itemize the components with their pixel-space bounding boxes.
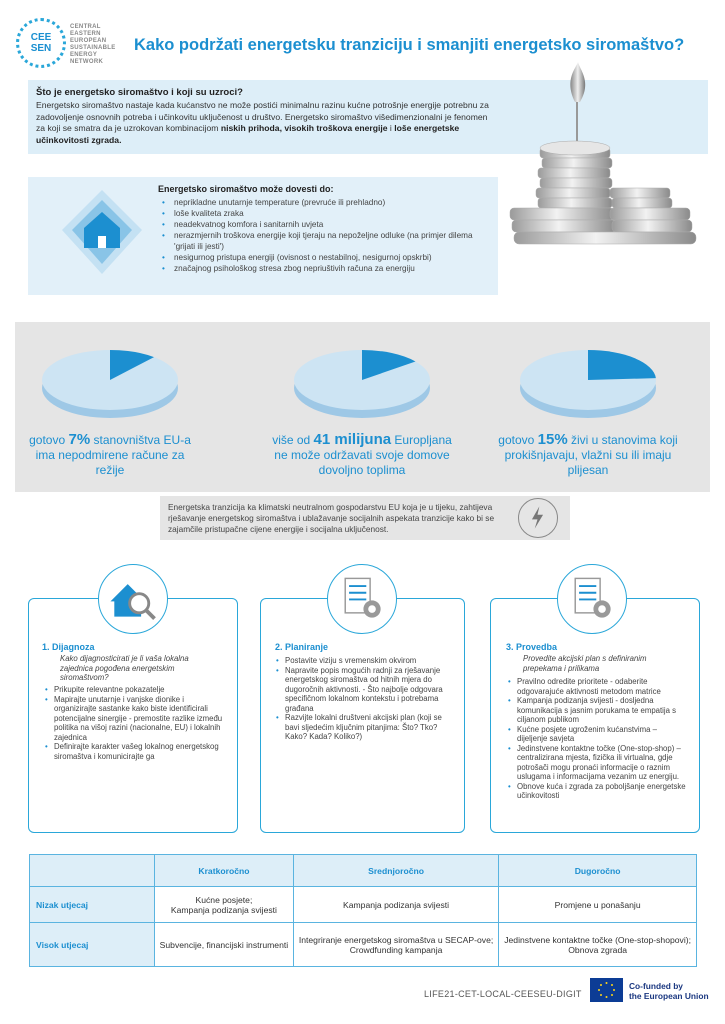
row-header: Nizak utjecaj [30, 887, 155, 923]
stat-post: živi u stanovima koji prokišnjavaju, vlažni su ili imaju plijesan [504, 433, 678, 477]
stat-2 [272, 432, 452, 478]
stat-pre: gotovo [498, 433, 538, 447]
checklist-gear-icon [557, 564, 627, 634]
step-list [275, 656, 455, 742]
list-item: • Obnove kuća i zgrada za poboljšanje energetske učinkovitosti [507, 782, 687, 801]
list-item: • Jedinstvene kontaktne točke (One-stop-shop) – centralizirana mjesta, fizička ili virtualna, gdje potrošači mogu pronaći informacije o raznim uslugama i informacijama vezanim uz energiju. [507, 744, 687, 782]
eu-flag-icon [590, 978, 623, 1002]
table-cell: Promjene u ponašanju [499, 887, 697, 923]
list-item: • Napravite popis mogućih radnji za rješavanje energetskog siromaštva od hitnih mjera do dugoročnih aktivnosti. - Što najbolje odgovara specifičnom lokalnom kontekstu i potrebama građana [275, 666, 455, 714]
intro-question: Što je energetsko siromaštvo i koji su uzroci? [36, 87, 243, 98]
impact-matrix-table [29, 854, 697, 967]
org-name: CENTRAL EASTERN EUROPEAN SUSTAINABLE ENERGY NETWORK [70, 24, 116, 65]
house-icon [62, 190, 142, 274]
list-item: • nerazmjernih troškova energije koji tjeraju na nepoželjne odluke (na primjer dilema 'grijati ili jesti') [162, 230, 492, 252]
step-subtitle: Provedite akcijski plan s definiranim prepekama i prilikama [523, 654, 647, 673]
table-corner [30, 855, 155, 887]
list-item: • Kućne posjete ugroženim kućanstvima – dijeljenje savjeta [507, 725, 687, 744]
stat-pre: više od [272, 433, 314, 447]
project-code: LIFE21-CET-LOCAL-CEESEU-DIGIT [424, 989, 582, 999]
stat-value: 15% [537, 431, 568, 448]
house-magnifier-icon [98, 564, 168, 634]
list-item: • nesigurnog pristupa energiji (ovisnost o nestabilnoj, nesigurnoj opskrbi) [162, 252, 492, 263]
plug-lightning-icon [518, 498, 558, 538]
intro-bold-2: loše energetske učinkovitosti zgrada. [36, 123, 460, 145]
stat-1 [20, 432, 200, 478]
list-item: • loše kvaliteta zraka [162, 208, 492, 219]
step-title: 2. Planiranje [275, 642, 329, 652]
step-list [44, 685, 224, 761]
stat-pre: gotovo [29, 433, 69, 447]
table-cell: Kućne posjete; Kampanja podizanja svijesti [155, 887, 294, 923]
column-header: Dugoročno [499, 855, 697, 887]
list-item: • značajnog psihološkog stresa zbog nepriuštivih računa za energiju [162, 263, 492, 274]
step-title: 3. Provedba [506, 642, 558, 652]
stat-value: 7% [68, 431, 91, 448]
list-item: • Prikupite relevantne pokazatelje [44, 685, 224, 695]
page-title: Kako podržati energetsku tranziciju i smanjiti energetsko siromaštvo? [134, 36, 685, 54]
stat-post: Europljana ne može održavati svoje domove dovoljno toplima [274, 433, 452, 477]
stat-post: stanovništva EU-a ima nepodmirene račune za režije [35, 433, 191, 477]
logo: CEE SEN [30, 32, 52, 54]
transition-text: Energetska tranzicija ka klimatski neutralnom gospodarstvu EU koja je u tijeku, zahtijeva rješavanje energetskog siromaštva i ublažavanje socijalnih aspekata tranzicije kako bi se zajamčile pristupačne cijene energije i socijalna uključenost. [168, 502, 495, 534]
table-cell: Jedinstvene kontaktne točke (One-stop-shopovi); Obnova zgrada [499, 923, 697, 967]
list-item: • Pravilno odredite prioritete - odaberite odgovarajuće aktivnosti metodom matrice [507, 677, 687, 696]
intro-joiner: i [389, 123, 392, 133]
list-item: • neadekvatnog komfora i sanitarnih uvjeta [162, 219, 492, 230]
intro-bold-1: niskih prihoda, visokih troškova energije [220, 123, 388, 133]
consequences-title: Energetsko siromaštvo može dovesti do: [158, 184, 334, 194]
europe-map-pie [292, 340, 432, 420]
step-list [507, 677, 687, 801]
column-header: Srednjoročno [293, 855, 498, 887]
list-item: • neprikladne unutarnje temperature (prevruće ili prehladno) [162, 197, 492, 208]
europe-map-pie [518, 340, 658, 420]
intro-text: Energetsko siromaštvo nastaje kada kućanstvo ne može postići minimalnu razinu kućne potrošnje energije potrebnu za zadovoljenje osnovnih potreba i učinkovitu uključenost u društvo. Energetsko siromaštvo višedimenzionalni je fenomen za koji se smatra da je uzrokovan kombinacijom [36, 100, 489, 133]
stat-3 [498, 432, 678, 478]
list-item: • Kampanja podizanja svijesti - dosljedna komunikacija s jasnim porukama te empatija s ciljanom publikom [507, 696, 687, 725]
list-item: • Mapirajte unutarnje i vanjske dionike i organizirajte sastanke kako biste identificirali potencijalne sinergije - premostite razlike između politika na višoj razini (nacionalne, EU) i lokalnih zajednica [44, 695, 224, 743]
step-subtitle: Kako dijagnosticirati je li vaša lokalna zajednica pogođena energetskim siromaštvom? [60, 654, 189, 682]
table-cell: Integriranje energetskog siromaštva u SECAP-ove; Crowdfunding kampanja [293, 923, 498, 967]
list-item: • Razvijte lokalni društveni akcijski plan (koji se bavi sljedećim ključnim pitanjima: Što? Tko? Kako? Kada? Koliko?) [275, 713, 455, 742]
checklist-gear-icon [327, 564, 397, 634]
list-item: • Definirajte karakter vašeg lokalnog energetskog siromaštva i komunicirajte ga [44, 742, 224, 761]
table-cell: Subvencije, financijski instrumenti [155, 923, 294, 967]
intro-body [36, 100, 491, 146]
step-title: 1. Dijagnoza [42, 642, 95, 652]
table-cell: Kampanja podizanja svijesti [293, 887, 498, 923]
column-header: Kratkoročno [155, 855, 294, 887]
row-header: Visok utjecaj [30, 923, 155, 967]
eu-cofunded-text: Co-funded by the European Union [629, 981, 709, 1001]
europe-map-pie [40, 340, 180, 420]
stat-value: 41 milijuna [313, 431, 392, 448]
consequences-list [162, 197, 492, 274]
candle-coins-illustration [500, 62, 700, 257]
list-item: • Postavite viziju s vremenskim okvirom [275, 656, 455, 666]
